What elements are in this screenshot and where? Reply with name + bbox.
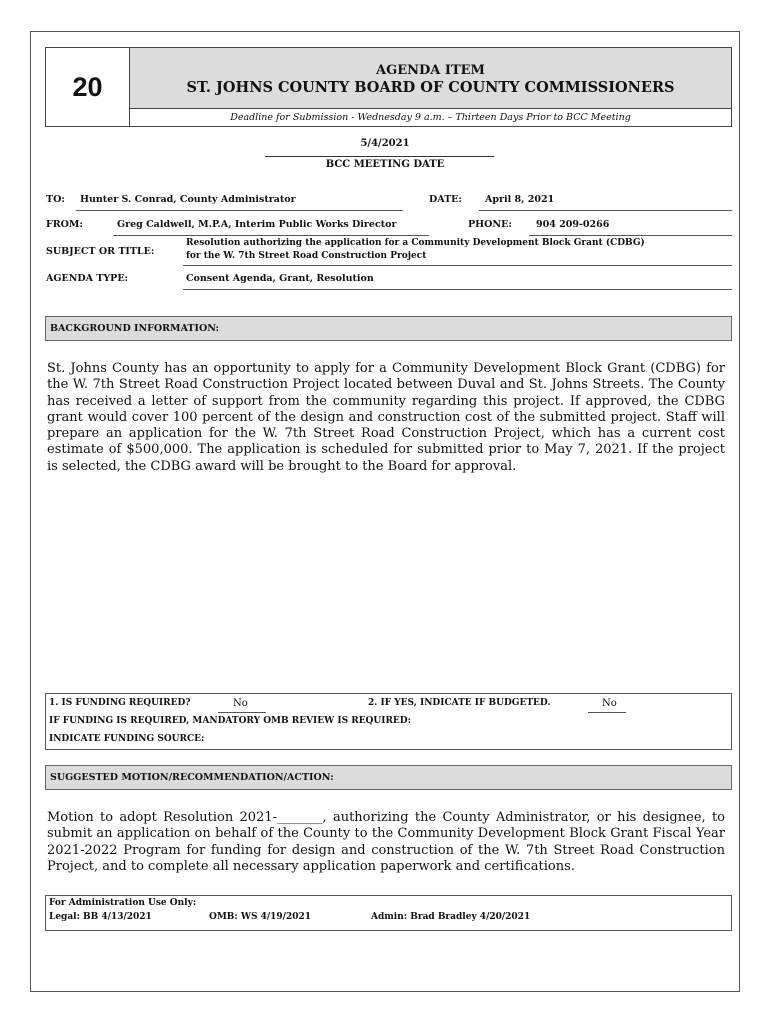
agenda-type-underline [183,289,732,290]
meeting-date-underline [265,156,494,157]
subject-underline [183,265,732,266]
phone-underline [529,235,732,236]
to-underline [76,210,403,211]
subject-line-2: for the W. 7th Street Road Construction Project [186,251,427,261]
header-title [130,48,731,109]
agenda-type-label: AGENDA TYPE: [46,273,129,284]
submission-deadline: Deadline for Submission - Wednesday 9 a.m. – Thirteen Days Prior to BCC Meeting [230,112,631,123]
omb-review-label: IF FUNDING IS REQUIRED, MANDATORY OMB REVIEW IS REQUIRED: [49,716,411,726]
to-value: Hunter S. Conrad, County Administrator [80,194,296,205]
header-box [45,47,732,127]
meeting-date-label: BCC MEETING DATE [325,159,445,170]
phone-label: PHONE: [468,219,512,230]
from-label: FROM: [46,219,83,230]
title-line-2: ST. JOHNS COUNTY BOARD OF COUNTY COMMISSIONERS [186,79,675,96]
budgeted-underline [588,712,626,713]
date-value: April 8, 2021 [485,194,555,205]
subject-label: SUBJECT OR TITLE: [46,246,155,257]
budgeted-label: 2. IF YES, INDICATE IF BUDGETED. [368,698,551,708]
agenda-type-value: Consent Agenda, Grant, Resolution [186,273,374,284]
subject-line-1: Resolution authorizing the application for a Community Development Block Grant (CDBG) [186,238,645,248]
funding-required-value: No [233,698,248,709]
phone-value: 904 209-0266 [536,219,610,230]
motion-heading: SUGGESTED MOTION/RECOMMENDATION/ACTION: [45,765,732,790]
motion-text: Motion to adopt Resolution 2021-_______, authorizing the County Administrator, or his designee, to submit an application on behalf of the County to the Community Development Block Grant Fiscal Year 2021-2022 Program for funding for design and construction of the W. 7th Street Road Construction Project, and to complete all necessary application paperwork and certifications. [47,810,725,874]
to-label: TO: [46,194,65,205]
agenda-item-number: 20 [46,48,130,126]
from-value: Greg Caldwell, M.P.A, Interim Public Works Director [117,219,397,230]
legal-signoff: Legal: BB 4/13/2021 [49,912,152,922]
funding-source-label: INDICATE FUNDING SOURCE: [49,734,205,744]
funding-required-underline [218,712,266,713]
omb-signoff: OMB: WS 4/19/2021 [209,912,312,922]
date-underline [479,210,732,211]
budgeted-value: No [602,698,617,709]
background-text: St. Johns County has an opportunity to apply for a Community Development Block Grant (CDBG) for the W. 7th Street Road Construction Project located between Duval and St. Johns Streets. The County has received a letter of support from the community regarding this project. If approved, the CDBG grant would cover 100 percent of the design and construction cost of the submitted project. Staff will prepare an application for the W. 7th Street Road Construction Project, which has a current cost estimate of $500,000. The application is scheduled for submitted prior to May 7, 2021. If the project is selected, the CDBG award will be brought to the Board for approval. [47,361,725,474]
date-label: DATE: [429,194,462,205]
meeting-date-value: 5/4/2021 [360,138,410,149]
funding-box [45,693,732,750]
agenda-item-form [30,31,740,992]
admin-signoff: Admin: Brad Bradley 4/20/2021 [371,912,531,922]
from-underline [113,235,429,236]
funding-required-label: 1. IS FUNDING REQUIRED? [49,698,191,708]
title-line-1: AGENDA ITEM [376,63,485,78]
administration-box [45,895,732,931]
admin-use-heading: For Administration Use Only: [49,898,197,908]
background-heading: BACKGROUND INFORMATION: [45,316,732,341]
